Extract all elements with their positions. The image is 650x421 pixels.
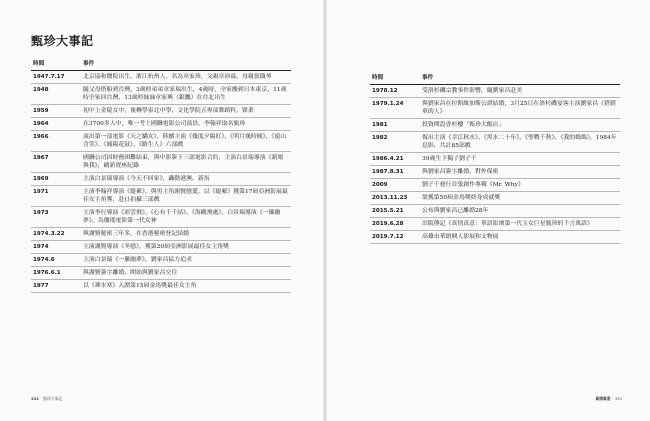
- page-number: 332: [31, 396, 39, 401]
- row-date: 1979.1.24: [370, 98, 420, 119]
- row-date: 1966: [31, 131, 81, 152]
- row-event: 受洛杉磯宗教事件影響，隨劉家昌赴美: [420, 85, 620, 98]
- table-header: [31, 58, 291, 71]
- timeline-row: [31, 173, 291, 186]
- row-date: 2019.7.12: [370, 231, 420, 244]
- header-date: 時間: [370, 72, 420, 85]
- row-event: 高雄市華朗個人影展和文物展: [420, 231, 620, 244]
- row-date: 1981: [370, 119, 420, 132]
- row-date: 1987.8.31: [370, 166, 420, 179]
- header-event: 事件: [420, 72, 620, 85]
- row-date: 2019.6.28: [370, 218, 420, 231]
- row-event: 隨父母搭船到台灣，3歲時弟弟章家瑞出生，4歲時，全家搬到日本東京，11歲時全家回台灣，13歲時妹妹章家興（銀鷹）在台北出生: [81, 84, 291, 105]
- row-event: 主演白景瑞《一簾幽夢》，劉家昌猛力追求: [81, 254, 291, 267]
- timeline-row: [31, 71, 291, 84]
- timeline-row: [31, 207, 291, 228]
- row-date: 1959: [31, 105, 81, 118]
- timeline-row: [31, 280, 291, 293]
- timeline-row: [31, 228, 291, 241]
- timeline-row: [370, 218, 620, 231]
- row-event: 以《禪水寒》入圍第15屆金馬獎最佳女主角: [81, 280, 291, 293]
- row-date: 1977: [31, 280, 81, 293]
- row-event: 榮獲第50屆金馬獎終身成就獎: [420, 192, 620, 205]
- footer-left: [31, 396, 62, 402]
- running-head: 甄珍大事記: [43, 396, 63, 401]
- timeline-row: [370, 166, 620, 179]
- timeline-row: [370, 98, 620, 119]
- timeline-row: [370, 85, 620, 98]
- timeline-row: [370, 205, 620, 218]
- running-head: 真情真意: [595, 396, 611, 401]
- row-event: 39歲生下獨子劉子千: [420, 153, 620, 166]
- row-date: 1974.6: [31, 254, 81, 267]
- footer-right: [595, 396, 622, 402]
- row-date: 1974: [31, 241, 81, 254]
- row-event: 演出第一部電影《天之驕女》，陸續主演《幾度夕陽紅》、《明月幾時圓》、《遠山含笑》、《鳳陽花鼓》、《路生人》六部戲: [81, 131, 291, 152]
- row-date: 2009: [370, 179, 420, 192]
- timeline-row: [370, 179, 620, 192]
- row-event: 與謝賢簽字離婚，開始與劉家昌交往: [81, 267, 291, 280]
- row-date: 1969: [31, 173, 81, 186]
- timeline-row: [370, 192, 620, 205]
- timeline-row: [31, 118, 291, 131]
- timeline-row: [31, 254, 291, 267]
- row-date: 1982: [370, 132, 420, 153]
- timeline-row: [31, 105, 291, 118]
- row-date: 2013.11.23: [370, 192, 420, 205]
- timeline-row: [370, 132, 620, 153]
- row-event: 出版傳記《真情真意：華語影壇第一代玉女巨星甄珍的千言萬語》: [420, 218, 620, 231]
- row-date: 1967: [31, 152, 81, 173]
- page-gutter: [323, 0, 327, 421]
- row-event: 主演白景瑞導演《今天不回家》，轟動港澳、新馬: [81, 173, 291, 186]
- row-event: 主演李翰祥導演《緹縈》，與男主角謝賢戀愛，以《緹縈》獲第17屆亞洲影展最佳女主角獎，赴日拍攝三部戲: [81, 186, 291, 207]
- timeline-row: [370, 153, 620, 166]
- row-date: 1948: [31, 84, 81, 105]
- row-event: 投資開設香杉樓「甄珍大飯店」: [420, 119, 620, 132]
- row-date: 1974.3.22: [31, 228, 81, 241]
- timeline-row: [370, 119, 620, 132]
- row-event: 在3700多人中，唯一考上國聯電影公司演員，李翰祥取名甄珍: [81, 118, 291, 131]
- header-event: 事件: [81, 58, 291, 71]
- row-date: 1947.7.17: [31, 71, 81, 84]
- row-event: 與劉家昌簽字離婚，對外保密: [420, 166, 620, 179]
- row-event: 復出主演《幸江秋水》、《黑水二十年》、《聖戰千秋》、《我的媽媽》，1984年息影，共計85部戲: [420, 132, 620, 153]
- timeline-row: [31, 241, 291, 254]
- page-number: 333: [614, 396, 622, 401]
- row-event: 劉子千發行首張創作專輯《Mr. Why》: [420, 179, 620, 192]
- row-event: 主演謝賢導演《冬戀》，獲第20屆亞洲影展最佳女主角獎: [81, 241, 291, 254]
- header-date: 時間: [31, 58, 81, 71]
- row-date: 1973: [31, 207, 81, 228]
- timeline-row: [31, 267, 291, 280]
- row-date: 1978.12: [370, 85, 420, 98]
- timeline-row: [31, 186, 291, 207]
- timeline-table-left: [31, 58, 291, 293]
- timeline-row: [370, 231, 620, 244]
- timeline-row: [31, 152, 291, 173]
- row-event: 主演李行導演《彩雲飛》、《心有千千結》、《海鷗飛處》，白景瑞導演《一簾幽夢》，為瓊瑤電影第一代女神: [81, 207, 291, 228]
- row-event: 與謝賢秘密三年多，在香港秘密登記結婚: [81, 228, 291, 241]
- row-event: 初中上金陵女中，後轉學泰北中學、文化學院五專部舞蹈科，肄業: [81, 105, 291, 118]
- timeline-row: [31, 131, 291, 152]
- table-header: [370, 72, 620, 85]
- row-event: 北京協和醫院出生，浙江杭州人，名為章家珍，父親章沛霖，母親張織琴: [81, 71, 291, 84]
- timeline-table-right: [370, 72, 620, 244]
- row-date: 1964: [31, 118, 81, 131]
- row-event: 公布與劉家昌已離婚28年: [420, 205, 620, 218]
- page-title: 甄珍大事記: [31, 34, 94, 48]
- row-date: 1971: [31, 186, 81, 207]
- row-date: 1986.4.21: [370, 153, 420, 166]
- row-event: 國聯公司因財務困難結束，與中影簽下三部電影合約，主演白景瑞導演《新娘與我》，刷新賣座紀錄: [81, 152, 291, 173]
- row-date: 2015.5.21: [370, 205, 420, 218]
- row-date: 1976.6.1: [31, 267, 81, 280]
- row-event: 與劉家昌在拉斯維加斯公證結婚，3月25日在洛杉磯宴客主演劉家昌《搭錯車的人》: [420, 98, 620, 119]
- timeline-row: [31, 84, 291, 105]
